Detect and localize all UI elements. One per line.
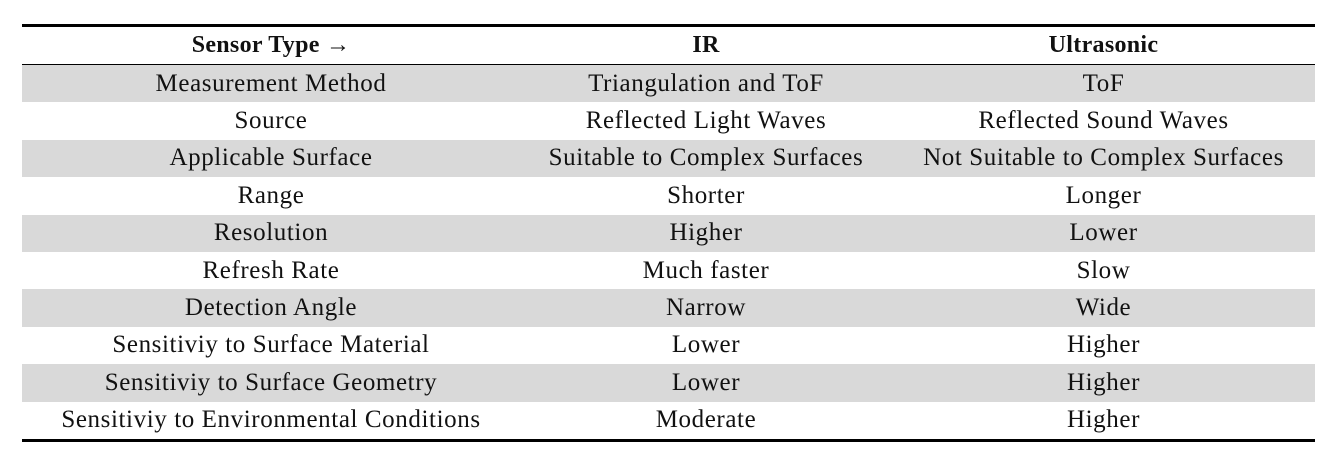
header-sensor-type: Sensor Type → xyxy=(191,32,351,58)
ultrasonic-value: Longer xyxy=(1065,181,1142,209)
ultrasonic-value: Wide xyxy=(1075,294,1132,322)
header-ultrasonic: Ultrasonic xyxy=(1048,32,1159,58)
table-row xyxy=(22,177,1315,214)
table-row xyxy=(22,65,1315,102)
row-label: Sensitiviy to Environmental Conditions xyxy=(61,406,481,434)
ir-value: Much faster xyxy=(642,256,770,284)
row-label: Applicable Surface xyxy=(169,144,373,172)
ir-value: Shorter xyxy=(667,181,745,209)
ir-value: Suitable to Complex Surfaces xyxy=(548,144,864,172)
ir-value: Moderate xyxy=(655,406,757,434)
comparison-table xyxy=(22,24,1315,442)
ultrasonic-value: Slow xyxy=(1076,256,1131,284)
row-label: Sensitiviy to Surface Geometry xyxy=(104,368,438,396)
ir-value: Narrow xyxy=(666,294,746,322)
table-row xyxy=(22,402,1315,439)
ultrasonic-value: Higher xyxy=(1066,406,1141,434)
ultrasonic-value: ToF xyxy=(1082,69,1125,97)
row-label: Range xyxy=(237,181,305,209)
header-ir: IR xyxy=(692,32,720,58)
table-row xyxy=(22,252,1315,289)
table-row xyxy=(22,215,1315,252)
ultrasonic-value: Not Suitable to Complex Surfaces xyxy=(923,144,1284,172)
row-label: Sensitiviy to Surface Material xyxy=(112,331,430,359)
ir-value: Lower xyxy=(671,368,741,396)
ir-value: Higher xyxy=(669,219,743,247)
ultrasonic-value: Higher xyxy=(1066,368,1141,396)
table-row xyxy=(22,327,1315,364)
ultrasonic-value: Higher xyxy=(1066,331,1141,359)
row-label: Refresh Rate xyxy=(202,256,340,284)
ir-value: Lower xyxy=(671,331,741,359)
ultrasonic-value: Lower xyxy=(1069,219,1138,247)
table-row xyxy=(22,364,1315,401)
ir-value: Reflected Light Waves xyxy=(585,107,827,135)
row-label: Measurement Method xyxy=(155,69,387,97)
table-header-row xyxy=(22,27,1315,65)
row-label: Source xyxy=(234,107,308,135)
row-label: Detection Angle xyxy=(184,294,358,322)
ir-value: Triangulation and ToF xyxy=(588,69,824,97)
table-row xyxy=(22,140,1315,177)
table-row xyxy=(22,289,1315,326)
ultrasonic-value: Reflected Sound Waves xyxy=(978,107,1229,135)
table-row xyxy=(22,102,1315,139)
row-label: Resolution xyxy=(213,219,329,247)
